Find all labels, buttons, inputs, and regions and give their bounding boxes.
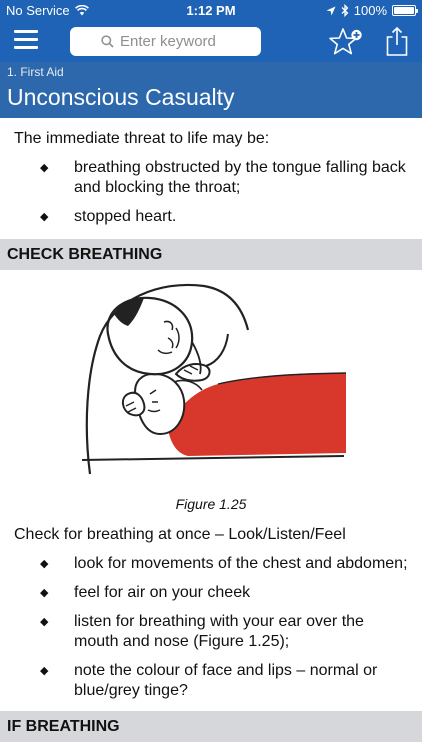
bluetooth-icon [341,4,349,17]
status-bar [0,0,422,22]
add-favorite-button[interactable] [328,26,368,58]
list-item: ◆ breathing obstructed by the tongue falling back and blocking the throat; [0,158,422,198]
star-add-icon [328,26,368,58]
figure-illustration [0,270,422,492]
check-instructions: Check for breathing at once – Look/Listen/Feel [14,526,346,543]
status-time: 1:12 PM [186,3,236,18]
check-list [0,554,422,701]
menu-button[interactable] [14,30,38,52]
section-heading-check-breathing: CHECK BREATHING [0,239,422,270]
hamburger-line [14,38,38,41]
list-item: ◆ stopped heart. [0,207,422,227]
carrier-label: No Service [6,3,70,18]
location-arrow-icon [326,6,336,16]
search-icon [101,35,114,48]
breadcrumb: 1. First Aid [7,65,64,79]
search-box[interactable] [70,27,261,56]
check-breathing-illustration [78,278,348,490]
article-content[interactable] [0,118,422,742]
nav-bar [0,22,422,62]
figure-caption: Figure 1.25 [175,496,247,512]
list-item: ◆ note the colour of face and lips – normal or blue/grey tinge? [0,661,422,701]
search-input[interactable] [120,33,230,50]
hamburger-line [14,46,38,49]
battery-icon [392,5,416,16]
hamburger-line [14,30,38,33]
threat-list [0,158,422,227]
status-right [326,3,416,18]
list-item: ◆ look for movements of the chest and abdomen; [0,554,422,574]
section-heading-if-breathing: IF BREATHING [0,711,422,742]
intro-text: The immediate threat to life may be: [14,130,270,147]
battery-percent: 100% [353,3,387,18]
battery-fill [394,7,414,14]
page-header [0,62,422,118]
page-title: Unconscious Casualty [7,84,235,110]
list-item: ◆ feel for air on your cheek [0,583,422,603]
share-icon [384,26,410,58]
share-button[interactable] [384,26,410,58]
list-item: ◆ listen for breathing with your ear over the mouth and nose (Figure 1.25); [0,612,422,652]
